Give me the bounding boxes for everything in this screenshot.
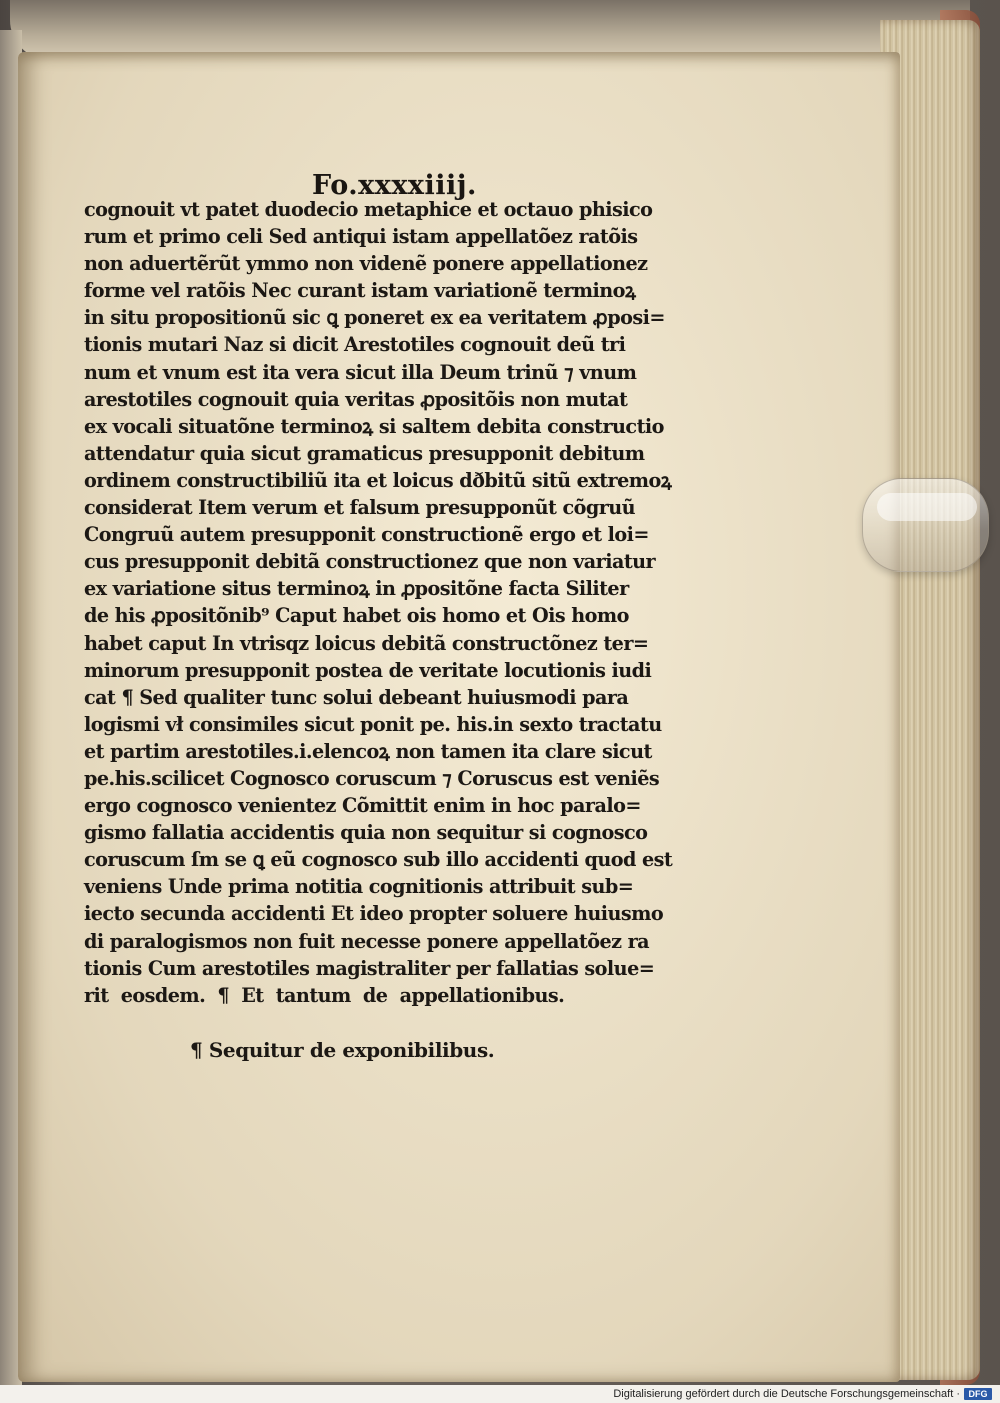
section-heading: ¶ Sequitur de exponibilibus. [190, 1038, 495, 1062]
text-line: tionis mutari Naz si dicit Arestotiles cognouit deũ tri [84, 333, 626, 357]
main-text-block [84, 196, 674, 1009]
text-line: veniens Unde prima notitia cognitionis attribuit sub= [84, 875, 634, 899]
text-line: num et vnum est ita vera sicut illa Deum trinũ ⁊ vnum [84, 360, 637, 384]
text-line: Congruũ autem presupponit constructionẽ ergo et loi= [84, 523, 649, 547]
text-line: coruscum ſm se ꝗ eũ cognosco sub illo accidenti quod est [84, 848, 673, 872]
text-line: rit eosdem. ¶ Et tantum de appellationibus. [84, 983, 565, 1007]
text-line: considerat Item verum et falsum presupponũt cõgruũ [84, 496, 636, 520]
text-line: habet caput In vtrisqz loicus debitã constructõnez ter= [84, 631, 649, 655]
folio-number: Fo.xxxxiiij. [312, 170, 477, 201]
text-line: iecto secunda accidenti Et ideo propter soluere huiusmo [84, 902, 664, 926]
text-line: cognouit vt patet duodecio metaphice et octauo phisico [84, 198, 653, 221]
text-line: gismo fallatia accidentis quia non sequitur si cognosco [84, 821, 648, 845]
text-line: ergo cognosco venientez Cõmittit enim in hoc paralo= [84, 794, 641, 818]
text-line: tionis Cum arestotiles magistraliter per fallatias solue= [84, 956, 655, 980]
text-line: forme vel ratõis Nec curant istam variationẽ terminoꝝ [84, 279, 636, 303]
text-line: pe.his.scilicet Cognosco coruscum ⁊ Coruscus est veniẽs [84, 766, 660, 790]
text-line: logismi vł consimiles sicut ponit pe. his.in sexto tractatu [84, 712, 662, 736]
text-line: arestotiles cognouit quia veritas ꝓpositõis non mutat [84, 387, 628, 411]
text-line: cat ¶ Sed qualiter tunc solui debeant huiusmodi para [84, 685, 629, 709]
text-line: ex variatione situs terminoꝝ in ꝓpositõne facta Siliter [84, 577, 629, 601]
text-line: attendatur quia sicut gramaticus presupponit debitum [84, 441, 645, 465]
text-line: in situ propositionũ sic ꝗ poneret ex ea veritatem ꝓposi= [84, 306, 665, 330]
clip-highlight [877, 493, 977, 521]
text-line: de his ꝓpositõnib⁹ Caput habet ois homo et Ois homo [84, 604, 629, 628]
text-line: ex vocali situatõne terminoꝝ si saltem debita constructio [84, 414, 664, 438]
text-line: cus presupponit debitã constructionez que non variatur [84, 550, 656, 574]
dfg-logo: DFG [964, 1388, 992, 1400]
text-line: non aduertẽrũt ymmo non videnẽ ponere appellationez [84, 252, 648, 276]
book-top-edge [10, 0, 970, 60]
text-line: rum et primo celi Sed antiqui istam appellatõez ratõis [84, 225, 638, 249]
footer-credit: Digitalisierung gefördert durch die Deutsche Forschungsgemeinschaft · [613, 1388, 960, 1400]
text-line: et partim arestotiles.i.elencoꝝ non tamen ita clare sicut [84, 739, 652, 763]
page-holder-clip [862, 478, 989, 572]
text-line: ordinem constructibiliũ ita et loicus dðbitũ sitũ extremoꝝ [84, 468, 672, 492]
text-line: di paralogismos non fuit necesse ponere appellatõez ra [84, 929, 650, 953]
footer-bar [0, 1385, 1000, 1403]
text-line: minorum presupponit postea de veritate locutionis iudi [84, 658, 652, 682]
